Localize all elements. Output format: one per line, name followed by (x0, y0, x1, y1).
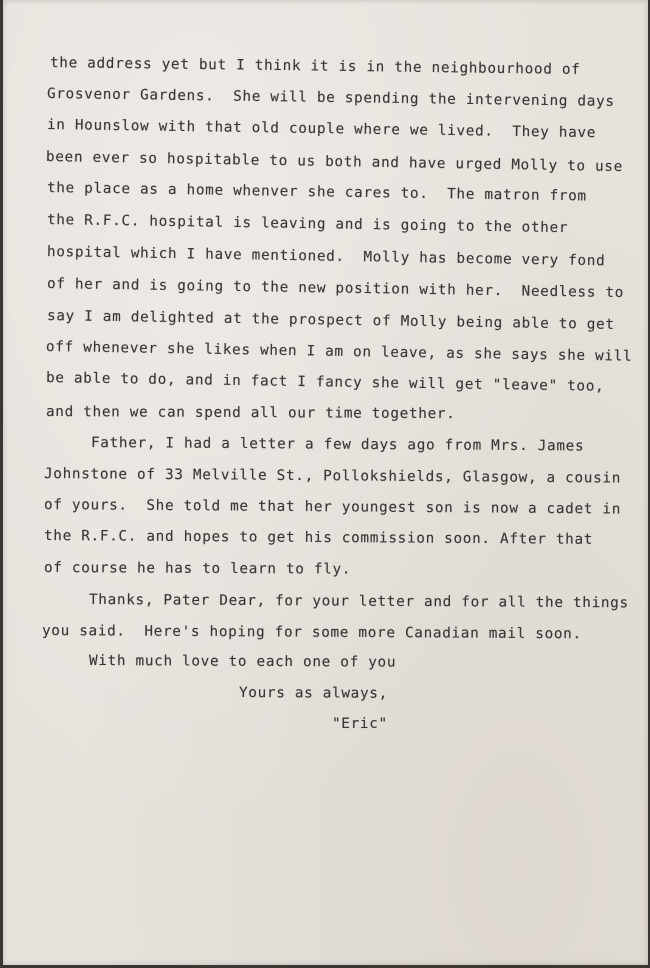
letter-line: of her and is going to the new position with her. Needless to (46, 276, 625, 302)
letter-line: be able to do, and in fact I fancy she will get "leave" too, (45, 370, 605, 395)
letter-line: hospital which I have mentioned. Molly has become very fond (46, 244, 606, 270)
letter-line: you said. Here's hoping for some more Canadian mail soon. (41, 623, 582, 643)
letter-line: in Hounslow with that old couple where we lived. They have (46, 117, 597, 142)
letter-signature: "Eric" (332, 716, 388, 732)
letter-line: Johnstone of 33 Melville St., Pollokshields, Glasgow, a cousin (43, 466, 622, 487)
letter-line: of yours. She told me that her youngest son is now a cadet in (43, 497, 622, 518)
letter-line: of course he has to learn to fly. (43, 560, 352, 578)
letter-line: Grosvenor Gardens. She will be spending the intervening days (46, 86, 615, 110)
letter-page (3, 0, 648, 965)
letter-line: been ever so hospitable to us both and have urged Molly to use (45, 149, 624, 176)
letter-line: the place as a home whenver she cares to. The matron from (46, 180, 587, 205)
letter-line: off whenever she likes when I am on leave, as she says she will (45, 339, 633, 365)
letter-line: the address yet but I think it is in the neighbourhood of (49, 55, 581, 78)
letter-closing: Yours as always, (238, 685, 388, 702)
letter-line: Father, I had a letter a few days ago from Mrs. James (90, 435, 585, 455)
letter-line: With much love to each one of you (88, 653, 397, 671)
letter-line: say I am delighted at the prospect of Molly being able to get (46, 308, 615, 333)
letter-line: and then we can spend all our time together. (45, 404, 456, 423)
letter-line: Thanks, Pater Dear, for your letter and for all the things (88, 592, 629, 612)
letter-line: the R.F.C. and hopes to get his commission soon. After that (43, 528, 594, 548)
letter-line: the R.F.C. hospital is leaving and is going to the other (46, 212, 569, 237)
